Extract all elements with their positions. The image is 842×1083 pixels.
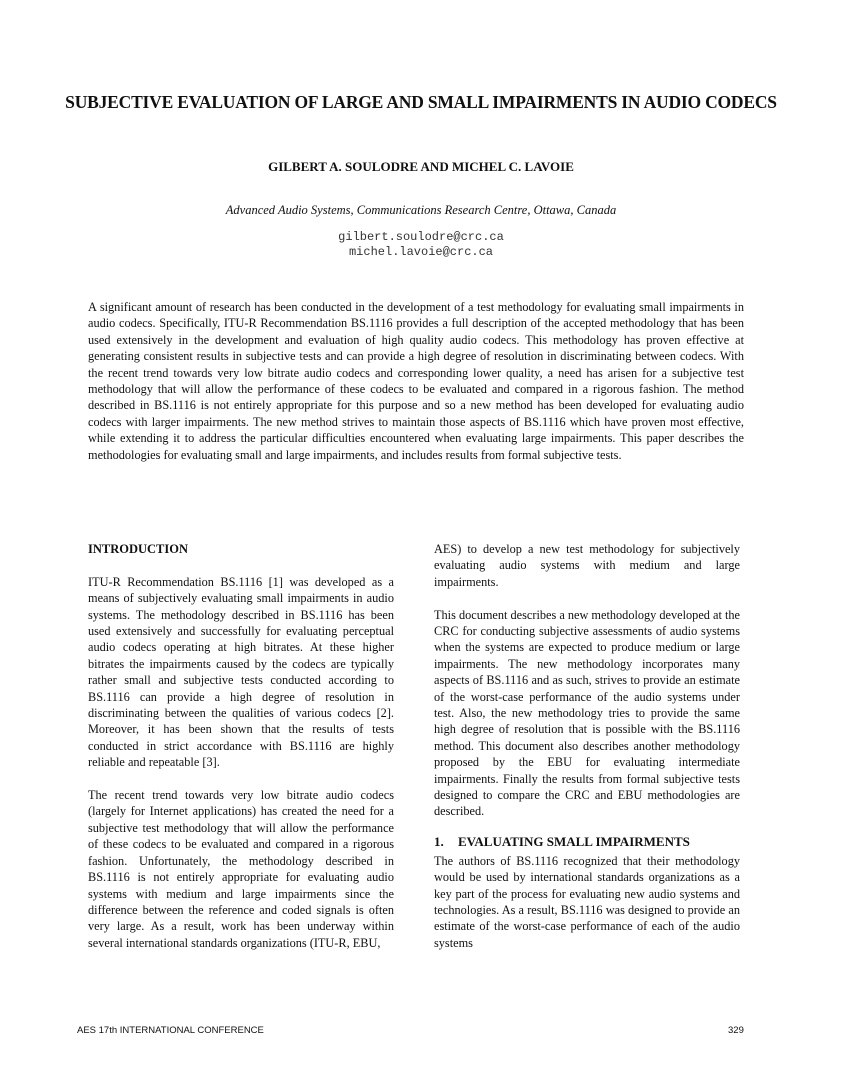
footer-conference: AES 17th INTERNATIONAL CONFERENCE [77, 1025, 264, 1036]
abstract: A significant amount of research has been conducted in the development of a test methodology for evaluating small impairments in audio codecs. Specifically, ITU-R Recommendation BS.1116 provides a full description of the accepted methodology that has been used extensively in the development and evaluation of high quality audio codecs. This methodology has proven effective at generating consistent results in subjective tests and can provide a high degree of resolution in discriminating between codecs. With the recent trend towards very low bitrate audio codecs and corresponding lower quality, a need has arisen for a subjective test methodology that will allow the performance of these codecs to be evaluated and compared in a rigorous fashion. The method described in BS.1116 is not entirely appropriate for this purpose and so a new method has been developed for evaluating audio codecs with larger impairments. The new method strives to maintain those aspects of BS.1116 which have proven most effective, while extending it to address the particular difficulties encountered when evaluating large impairments. This paper describes the methodologies for evaluating small and large impairments, and includes results from formal subjective tests. [88, 300, 744, 462]
page-number: 329 [728, 1025, 744, 1036]
author-emails [60, 230, 782, 260]
paragraph: This document describes a new methodology developed at the CRC for conducting subjective assessments of audio systems when the systems are expected to produce medium or large impairments. The new methodology incorporates many aspects of BS.1116 and as such, strives to provide an estimate of the worst-case performance of the audio systems under test. Also, the new methodology tries to provide the same high degree of resolution that is possible with the BS.1116 method. This document also describes another methodology proposed by the EBU for evaluating intermediate impairments. Finally the results from formal subjective tests designed to compare the CRC and EBU methodologies are described. [434, 607, 740, 819]
email-address: michel.lavoie@crc.ca [348, 245, 494, 259]
paragraph: The authors of BS.1116 recognized that their methodology would be used by international standards organizations as a key part of the process for evaluating new audio systems and technologies. As a result, BS.1116 was designed to provide an estimate of the worst-case performance of each of the audio systems [434, 853, 740, 950]
author-affiliation: Advanced Audio Systems, Communications Research Centre, Ottawa, Canada [225, 203, 617, 217]
paper-title: SUBJECTIVE EVALUATION OF LARGE AND SMALL IMPAIRMENTS IN AUDIO CODECS [65, 92, 777, 112]
paragraph: The recent trend towards very low bitrate audio codecs (largely for Internet applications) has created the need for a subjective test methodology that will allow the performance of these codecs to be evaluated and compared in a rigorous fashion. Unfortunately, the methodology described in BS.1116 is not entirely appropriate for evaluating audio systems with medium and large impairments since the difference between the reference and coded signals is often very large. As a result, work has been underway within several international standards organizations (ITU-R, EBU, [88, 788, 394, 950]
right-column [434, 541, 740, 968]
paper-authors: GILBERT A. SOULODRE AND MICHEL C. LAVOIE [268, 159, 574, 174]
section-heading-introduction: INTRODUCTION [88, 542, 189, 556]
section-title: EVALUATING SMALL IMPAIRMENTS [458, 834, 690, 850]
email-address: gilbert.soulodre@crc.ca [338, 230, 504, 244]
section-heading-1 [434, 834, 740, 850]
paragraph: AES) to develop a new test methodology for subjectively evaluating audio systems with medium and large impairments. [434, 542, 740, 589]
paragraph: ITU-R Recommendation BS.1116 [1] was developed as a means of subjectively evaluating small impairments in audio systems. The methodology described in BS.1116 has been used extensively and successfully for evaluating perceptual audio codecs operating at high bitrates. At these higher bitrates the impairments caused by the codecs are typically rather small and subjective tests conducted according to BS.1116 can provide a high degree of resolution in discriminating between the qualities of various codecs [2]. Moreover, it has been shown that the results of tests conducted in strict accordance with BS.1116 are highly reliable and repeatable [3]. [88, 574, 394, 770]
section-number: 1. [434, 834, 444, 850]
left-column [88, 541, 394, 968]
